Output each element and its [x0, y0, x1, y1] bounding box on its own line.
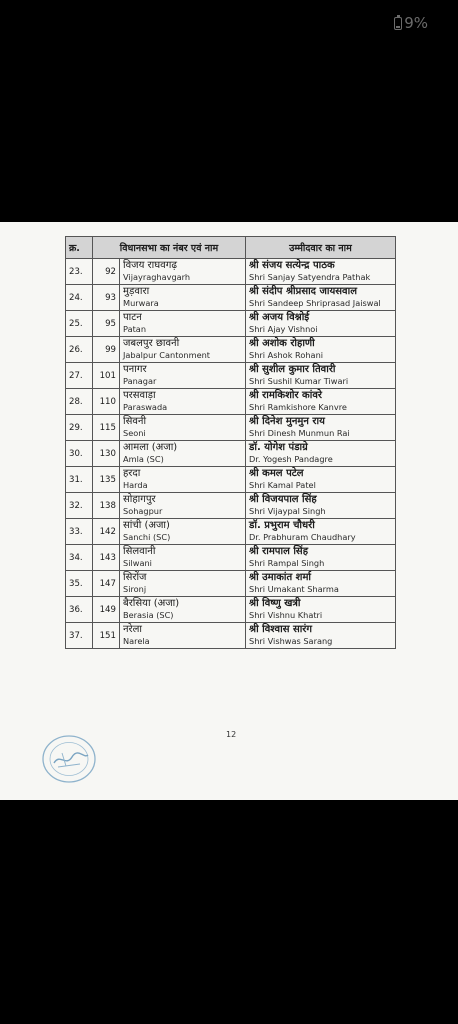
constituency-number: 93 — [93, 285, 120, 311]
serial-number: 32. — [66, 493, 93, 519]
constituency-cell — [120, 259, 246, 285]
constituency-name-hindi: हरदा — [123, 468, 141, 479]
constituency-name-hindi: पनागर — [123, 364, 147, 375]
constituency-name-hindi: नरेला — [123, 624, 143, 635]
candidate-name-hindi: श्री रामपाल सिंह — [249, 546, 309, 557]
page-number: 12 — [226, 730, 237, 739]
candidate-name-hindi: डॉ. प्रभुराम चौधरी — [249, 520, 315, 531]
table-row — [66, 337, 396, 363]
candidate-name-hindi: श्री विष्णु खत्री — [249, 598, 301, 609]
header-candidate: उम्मीदवार का नाम — [246, 237, 396, 259]
table-row — [66, 389, 396, 415]
constituency-name-hindi: सिरोंज — [123, 572, 147, 583]
constituency-number: 92 — [93, 259, 120, 285]
constituency-number: 142 — [93, 519, 120, 545]
constituency-number: 151 — [93, 623, 120, 649]
candidate-name-english: Shri Ashok Rohani — [249, 350, 324, 360]
battery-icon — [394, 17, 402, 30]
constituency-name-english: Sanchi (SC) — [123, 532, 171, 542]
serial-number: 28. — [66, 389, 93, 415]
constituency-number: 110 — [93, 389, 120, 415]
constituency-name-hindi: जबलपुर छावनी — [123, 338, 180, 349]
constituency-name-hindi: पाटन — [123, 312, 142, 323]
candidate-name-english: Dr. Yogesh Pandagre — [249, 454, 333, 464]
constituency-name-english: Amla (SC) — [123, 454, 164, 464]
candidate-name-hindi: डॉ. योगेश पंडाग्रे — [249, 442, 308, 453]
constituency-name-english: Berasia (SC) — [123, 610, 174, 620]
constituency-cell — [120, 545, 246, 571]
constituency-number: 130 — [93, 441, 120, 467]
table-row — [66, 545, 396, 571]
constituency-name-english: Sironj — [123, 584, 147, 594]
constituency-number: 149 — [93, 597, 120, 623]
serial-number: 27. — [66, 363, 93, 389]
constituency-name-english: Murwara — [123, 298, 159, 308]
serial-number: 29. — [66, 415, 93, 441]
candidate-cell — [246, 363, 396, 389]
constituency-cell — [120, 441, 246, 467]
table-row — [66, 441, 396, 467]
candidate-cell — [246, 311, 396, 337]
candidate-name-english: Shri Ajay Vishnoi — [249, 324, 318, 334]
table-row — [66, 311, 396, 337]
serial-number: 35. — [66, 571, 93, 597]
candidate-name-english: Shri Sushil Kumar Tiwari — [249, 376, 349, 386]
constituency-name-hindi: सांची (अजा) — [123, 520, 170, 531]
serial-number: 23. — [66, 259, 93, 285]
status-bar — [394, 14, 428, 32]
candidate-cell — [246, 493, 396, 519]
constituency-number: 101 — [93, 363, 120, 389]
serial-number: 31. — [66, 467, 93, 493]
constituency-cell — [120, 311, 246, 337]
candidate-cell — [246, 389, 396, 415]
candidate-cell — [246, 545, 396, 571]
candidate-name-english: Shri Umakant Sharma — [249, 584, 339, 594]
constituency-cell — [120, 597, 246, 623]
table-row — [66, 415, 396, 441]
constituency-number: 115 — [93, 415, 120, 441]
header-serial: क्र. — [66, 237, 93, 259]
candidate-name-english: Shri Sandeep Shriprasad Jaiswal — [249, 298, 381, 308]
candidate-cell — [246, 571, 396, 597]
table-row — [66, 259, 396, 285]
candidate-cell — [246, 597, 396, 623]
table-row — [66, 571, 396, 597]
candidate-name-hindi: श्री कमल पटेल — [249, 468, 304, 479]
constituency-name-english: Seoni — [123, 428, 146, 438]
constituency-cell — [120, 493, 246, 519]
constituency-number: 135 — [93, 467, 120, 493]
constituency-cell — [120, 363, 246, 389]
candidate-name-english: Shri Vishwas Sarang — [249, 636, 333, 646]
candidate-name-hindi: श्री अशोक रोहाणी — [249, 338, 315, 349]
candidate-cell — [246, 441, 396, 467]
candidate-name-english: Shri Sanjay Satyendra Pathak — [249, 272, 371, 282]
battery-percent: 9% — [404, 14, 428, 32]
candidate-cell — [246, 415, 396, 441]
constituency-cell — [120, 519, 246, 545]
candidate-name-hindi: श्री विजयपाल सिंह — [249, 494, 317, 505]
serial-number: 25. — [66, 311, 93, 337]
candidate-name-english: Shri Vijaypal Singh — [249, 506, 326, 516]
table-row — [66, 519, 396, 545]
table-row — [66, 363, 396, 389]
constituency-name-english: Sohagpur — [123, 506, 163, 516]
constituency-name-hindi: विजय राघवगढ़ — [123, 260, 177, 271]
constituency-name-english: Narela — [123, 636, 150, 646]
constituency-name-hindi: मुड़वारा — [123, 286, 150, 297]
candidate-name-english: Shri Ramkishore Kanvre — [249, 402, 347, 412]
table-row — [66, 285, 396, 311]
constituency-name-hindi: सिवनी — [123, 416, 147, 427]
constituency-number: 95 — [93, 311, 120, 337]
constituency-name-hindi: सोहागपुर — [123, 494, 156, 505]
table-header-row — [66, 237, 396, 259]
serial-number: 34. — [66, 545, 93, 571]
constituency-name-english: Patan — [123, 324, 147, 334]
candidate-name-english: Shri Vishnu Khatri — [249, 610, 323, 620]
constituency-cell — [120, 415, 246, 441]
constituency-cell — [120, 285, 246, 311]
constituency-cell — [120, 389, 246, 415]
constituency-name-english: Harda — [123, 480, 148, 490]
candidate-cell — [246, 467, 396, 493]
constituency-name-english: Jabalpur Cantonment — [123, 350, 211, 360]
header-constituency: विधानसभा का नंबर एवं नाम — [93, 237, 246, 259]
candidate-cell — [246, 285, 396, 311]
serial-number: 36. — [66, 597, 93, 623]
table-row — [66, 467, 396, 493]
table-row — [66, 597, 396, 623]
candidate-name-english: Shri Kamal Patel — [249, 480, 316, 490]
candidate-name-hindi: श्री उमाकांत शर्मा — [249, 572, 312, 583]
candidate-name-hindi: श्री रामकिशोर कांवरे — [249, 390, 322, 401]
candidate-name-hindi: श्री संदीप श्रीप्रसाद जायसवाल — [249, 286, 357, 297]
candidate-name-hindi: श्री सुशील कुमार तिवारी — [249, 364, 336, 375]
serial-number: 26. — [66, 337, 93, 363]
serial-number: 30. — [66, 441, 93, 467]
table-row — [66, 493, 396, 519]
candidate-table — [65, 236, 396, 649]
candidate-cell — [246, 519, 396, 545]
candidate-name-english: Shri Dinesh Munmun Rai — [249, 428, 350, 438]
candidate-name-english: Dr. Prabhuram Chaudhary — [249, 532, 356, 542]
constituency-cell — [120, 337, 246, 363]
candidate-name-english: Shri Rampal Singh — [249, 558, 325, 568]
constituency-name-english: Vijayraghavgarh — [123, 272, 191, 282]
constituency-name-hindi: बैरसिया (अजा) — [123, 598, 180, 609]
candidate-name-hindi: श्री दिनेश मुनमुन राय — [249, 416, 325, 427]
constituency-name-hindi: सिलवानी — [123, 546, 156, 557]
constituency-cell — [120, 467, 246, 493]
candidate-name-hindi: श्री संजय सत्येन्द्र पाठक — [249, 260, 335, 271]
official-seal-icon — [40, 733, 98, 785]
constituency-number: 143 — [93, 545, 120, 571]
constituency-name-english: Panagar — [123, 376, 157, 386]
serial-number: 24. — [66, 285, 93, 311]
constituency-cell — [120, 571, 246, 597]
candidate-cell — [246, 623, 396, 649]
constituency-number: 99 — [93, 337, 120, 363]
candidate-name-hindi: श्री अजय विश्नोई — [249, 312, 310, 323]
constituency-number: 147 — [93, 571, 120, 597]
serial-number: 37. — [66, 623, 93, 649]
constituency-name-hindi: आमला (अजा) — [123, 442, 178, 453]
candidate-name-hindi: श्री विश्वास सारंग — [249, 624, 313, 635]
constituency-name-hindi: परसवाड़ा — [123, 390, 156, 401]
constituency-cell — [120, 623, 246, 649]
candidate-cell — [246, 337, 396, 363]
candidate-cell — [246, 259, 396, 285]
table-row — [66, 623, 396, 649]
constituency-number: 138 — [93, 493, 120, 519]
serial-number: 33. — [66, 519, 93, 545]
constituency-name-english: Silwani — [123, 558, 152, 568]
constituency-name-english: Paraswada — [123, 402, 168, 412]
